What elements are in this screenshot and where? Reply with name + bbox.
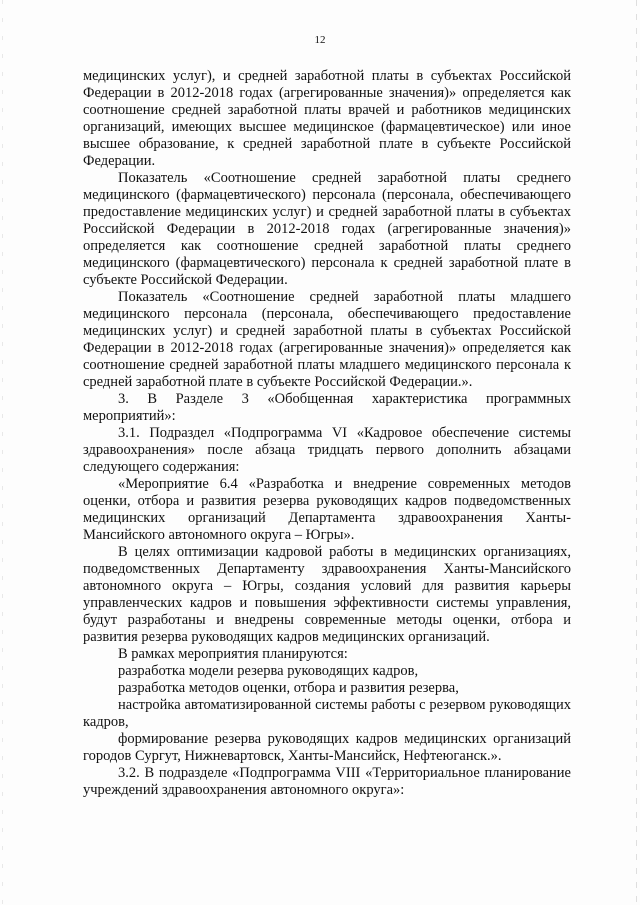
scan-edge-right — [636, 0, 637, 905]
paragraph-continuation: медицинских услуг), и средней заработной платы в субъектах Российской Федерации в 2012-2018 годах (агрегированные значения)» определяется как соотношение средней заработной платы врачей и работников медицинских организаций, имеющих высшее медицинское (фармацевтическое) или иное высшее образование, к средней заработной плате в субъекте Российской Федерации. — [83, 68, 571, 169]
paragraph-section-3: 3. В Разделе 3 «Обобщенная характеристика программных мероприятий»: — [83, 391, 571, 424]
paragraph-indicator-middle-staff: Показатель «Соотношение средней заработной платы среднего медицинского (фармацевтического) персонала (персонала, обеспечивающего предоставление медицинских услуг) и средней заработной платы в субъектах Российской Федерации в 2012-2018 годах (агрегированные значения)» определяется как соотношение средней заработной платы среднего медицинского (фармацевтического) персонала к средней заработной плате в субъекте Российской Федерации. — [83, 170, 571, 288]
list-item-reserve-formation: формирование резерва руководящих кадров медицинских организаций городов Сургут, Нижневартовск, Ханты-Мансийск, Нефтеюганск.». — [83, 731, 571, 764]
list-item-reserve-model: разработка модели резерва руководящих кадров, — [118, 663, 419, 679]
paragraph-subsection-3-1: 3.1. Подраздел «Подпрограмма VI «Кадровое обеспечение системы здравоохранения» после абзаца тридцать первого дополнить абзацами следующего содержания: — [83, 425, 571, 475]
document-body — [83, 68, 571, 799]
paragraph-optimization: В целях оптимизации кадровой работы в медицинских организациях, подведомственных Департаменту здравоохранения Ханты-Мансийского автономного округа – Югры, создания условий для развития карьеры управленческих кадров и повышения эффективности системы управления, будут разработаны и внедрены современные методы оценки, отбора и развития резерва руководящих кадров медицинских организаций. — [83, 544, 571, 645]
scan-edge-left — [2, 0, 3, 905]
page-number: 12 — [314, 34, 326, 46]
paragraph-indicator-junior-staff: Показатель «Соотношение средней заработной платы младшего медицинского персонала (персонала, обеспечивающего предоставление медицинских услуг) и средней заработной платы в субъектах Российской Федерации в 2012-2018 годах (агрегированные значения)» определяется как соотношение средней заработной платы младшего медицинского персонала к средней заработной плате в субъекте Российской Федерации.». — [83, 289, 571, 390]
list-item-automated-system: настройка автоматизированной системы работы с резервом руководящих кадров, — [83, 697, 571, 730]
paragraph-activity-6-4: «Мероприятие 6.4 «Разработка и внедрение современных методов оценки, отбора и развития резерва руководящих кадров подведомственных медицинских организаций Департамента здравоохранения Ханты-Мансийского автономного округа – Югры». — [83, 476, 571, 543]
paragraph-planned-intro: В рамках мероприятия планируются: — [118, 646, 348, 662]
paragraph-subsection-3-2: 3.2. В подразделе «Подпрограмма VIII «Территориальное планирование учреждений здравоохранения автономного округа»: — [83, 765, 571, 798]
list-item-evaluation-methods: разработка методов оценки, отбора и развития резерва, — [118, 680, 459, 696]
